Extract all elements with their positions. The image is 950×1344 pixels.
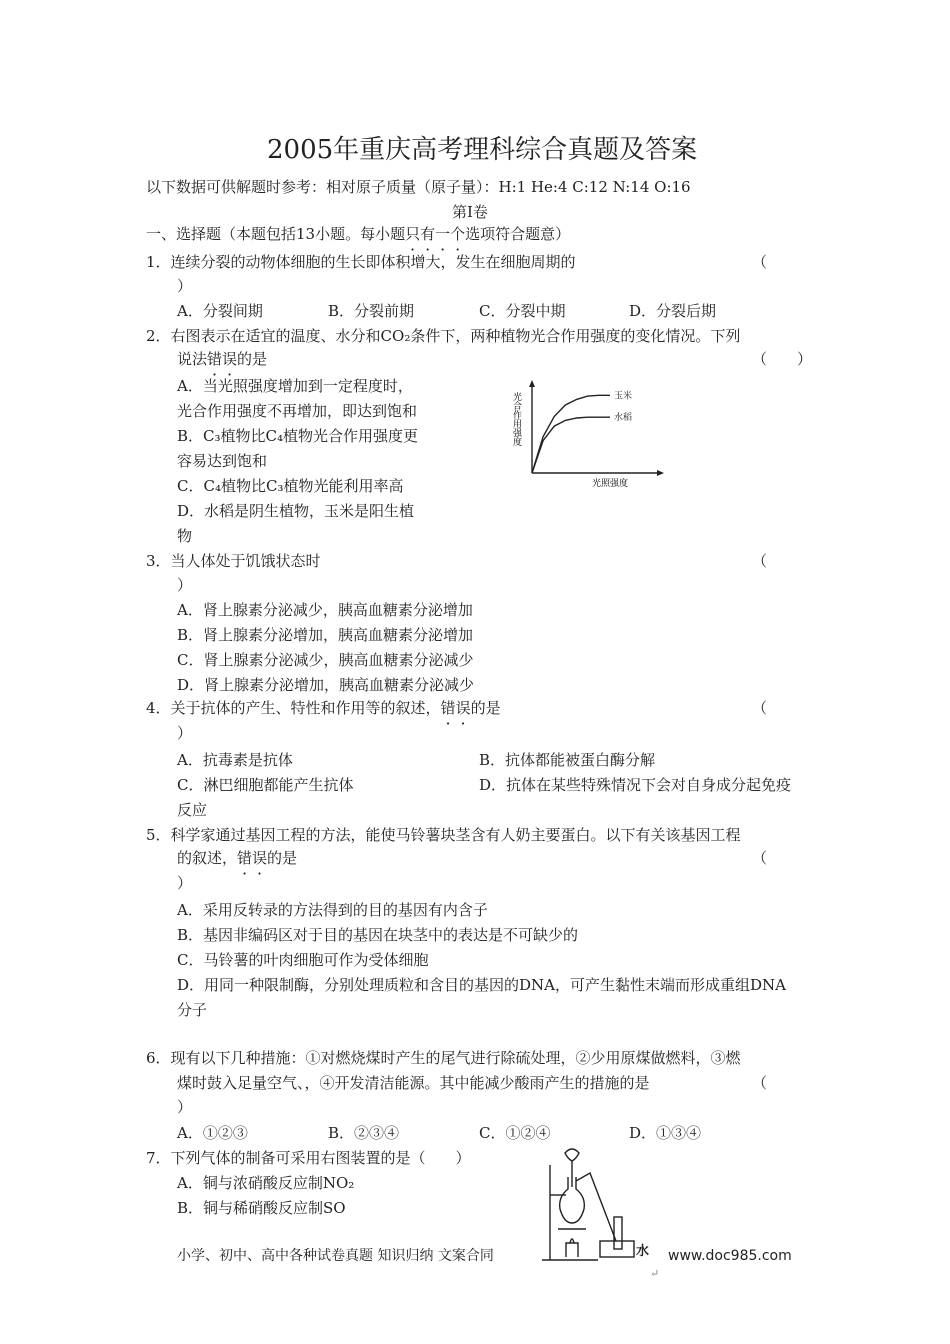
question-2-option-a: A．当光照强度增加到一定程度时， <box>177 377 413 395</box>
question-6-option-b: B．②③④ <box>328 1124 400 1142</box>
q2-after: 的是 <box>237 350 268 368</box>
question-1-option-d: D．分裂后期 <box>629 302 717 320</box>
emphasis-char: 错 <box>237 849 253 867</box>
chart-x-label: 光照强度 <box>592 479 629 489</box>
delivery-tube <box>576 1173 616 1241</box>
question-7-stem: 7．下列气体的制备可采用右图装置的是（ ） <box>146 1149 471 1167</box>
emphasis-char: 误 <box>252 849 268 867</box>
question-5-option-b: B．基因非编码区对于目的基因在块茎中的表达是不可缺少的 <box>177 926 579 944</box>
series-line-corn <box>532 395 610 473</box>
question-5-stem-line2 <box>177 848 297 868</box>
legend-label-corn: 玉米 <box>614 391 633 402</box>
reference-note: 以下数据可供解题时参考：相对原子质量（原子量）：H:1 He:4 C:12 N:14 O:16 <box>146 178 691 196</box>
question-4-stem <box>146 698 501 718</box>
section-before: 一、选择题（本题包括13小题。每小题 <box>146 225 406 243</box>
funnel <box>565 1149 579 1161</box>
answer-paren-close: ） <box>177 1098 193 1116</box>
burner <box>566 1239 578 1257</box>
emphasis-char: 有 <box>420 225 436 243</box>
q5-after: 的是 <box>267 849 298 867</box>
photosynthesis-chart <box>510 378 670 496</box>
volume-heading: 第Ⅰ卷 <box>452 203 488 221</box>
question-5-stem: 5．科学家通过基因工程的方法，能使马铃薯块茎含有人奶主要蛋白。以下有关该基因工程 <box>146 826 741 844</box>
page-title: 2005年重庆高考理科综合真题及答案 <box>267 135 698 165</box>
question-2-option-b-cont: 容易达到饱和 <box>177 452 268 470</box>
question-6-option-d: D．①③④ <box>629 1124 702 1142</box>
question-2-stem: 2．右图表示在适宜的温度、水分和CO₂条件下，两种植物光合作用强度的变化情况。下列 <box>146 327 741 345</box>
q4-after: 的是 <box>470 699 501 717</box>
emphasis-char: 误 <box>455 699 471 717</box>
emphasis-char: 一 <box>435 225 451 243</box>
q2-before: 说法 <box>177 350 208 368</box>
question-6-stem-line2: 煤时鼓入足量空气、，④开发清洁能源。其中能减少酸雨产生的措施的是 <box>177 1074 650 1092</box>
answer-paren: （ ） <box>752 350 813 368</box>
section-after: 选项符合题意） <box>465 225 571 243</box>
chart-y-label: 光合作用强度 <box>511 392 521 446</box>
answer-paren-open: （ <box>752 253 768 271</box>
question-1-stem: 1．连续分裂的动物体细胞的生长即体积增大，发生在细胞周期的 <box>146 253 576 271</box>
gas-apparatus-diagram <box>538 1145 673 1265</box>
question-4-option-d: D．抗体在某些特殊情况下会对自身成分起免疫 <box>479 776 792 794</box>
answer-paren-close: ） <box>177 874 193 892</box>
series-line-rice <box>532 417 610 473</box>
question-2-option-b: B．C₃植物比C₄植物光合作用强度更 <box>177 427 419 445</box>
question-4-option-b: B．抗体都能被蛋白酶分解 <box>479 751 656 769</box>
section-heading <box>146 224 570 244</box>
paragraph-mark: ↵ <box>650 1267 660 1280</box>
question-3-option-c: C．肾上腺素分泌减少，胰高血糖素分泌减少 <box>177 651 474 669</box>
emphasis-char: 误 <box>222 350 238 368</box>
question-6-stem: 6．现有以下几种措施：①对燃烧煤时产生的尾气进行除硫处理，②少用原煤做燃料，③燃 <box>146 1049 741 1067</box>
answer-paren-open: （ <box>752 849 768 867</box>
answer-paren-close: ） <box>177 724 193 742</box>
answer-paren-close: ） <box>177 277 193 295</box>
answer-paren-open: （ <box>752 699 768 717</box>
question-2-option-c: C．C₄植物比C₃植物光能利用率高 <box>177 477 404 495</box>
question-5-option-c: C．马铃薯的叶肉细胞可作为受体细胞 <box>177 951 429 969</box>
question-1-option-b: B．分裂前期 <box>328 302 415 320</box>
question-3-option-b: B．肾上腺素分泌增加，胰高血糖素分泌增加 <box>177 626 474 644</box>
legend-label-rice: 水稻 <box>614 413 633 424</box>
footer-website[interactable]: www.doc985.com <box>668 1248 792 1264</box>
question-1-option-a: A．分裂间期 <box>177 302 263 320</box>
question-2-option-a-cont: 光合作用强度不再增加，即达到饱和 <box>177 402 418 420</box>
question-4-option-a: A．抗毒素是抗体 <box>177 751 293 769</box>
question-7-option-a: A．铜与浓硝酸反应制NO₂ <box>177 1174 355 1192</box>
question-5-option-d: D．用同一种限制酶，分别处理质粒和含目的基因的DNA，可产生黏性末端而形成重组DNA <box>177 976 786 994</box>
q5-before: 的叙述， <box>177 849 238 867</box>
question-5-option-a: A．采用反转录的方法得到的目的基因有内含子 <box>177 901 488 919</box>
question-2-option-d: D．水稻是阴生植物，玉米是阳生植 <box>177 502 415 520</box>
emphasis-char: 错 <box>207 350 223 368</box>
question-7-option-b: B．铜与稀硝酸反应制SO <box>177 1199 346 1217</box>
answer-paren-open: （ <box>752 1074 768 1092</box>
answer-paren-close: ） <box>177 576 193 594</box>
footer-text: 小学、初中、高中各种试卷真题 知识归纳 文案合同 <box>177 1248 494 1264</box>
question-4-option-d-cont: 反应 <box>177 801 208 819</box>
question-6-option-c: C．①②④ <box>479 1124 551 1142</box>
chart-y-axis <box>529 380 535 473</box>
question-3-option-d: D．肾上腺素分泌增加，胰高血糖素分泌减少 <box>177 676 475 694</box>
q4-before: 4．关于抗体的产生、特性和作用等的叙述， <box>146 699 441 717</box>
emphasis-char: 只 <box>405 225 421 243</box>
question-2-stem-line2 <box>177 349 267 369</box>
question-3-option-a: A．肾上腺素分泌减少，胰高血糖素分泌增加 <box>177 601 473 619</box>
emphasis-char: 个 <box>450 225 466 243</box>
apparatus-water-label: 水 <box>636 1244 650 1259</box>
question-2-option-d-cont: 物 <box>177 527 193 545</box>
emphasis-char: 错 <box>440 699 456 717</box>
question-5-option-d-cont: 分子 <box>177 1001 208 1019</box>
question-1-option-c: C．分裂中期 <box>479 302 566 320</box>
chart-x-axis <box>532 470 664 476</box>
question-3-stem: 3．当人体处于饥饿状态时 <box>146 552 321 570</box>
question-6-option-a: A．①②③ <box>177 1124 248 1142</box>
question-4-option-c: C．淋巴细胞都能产生抗体 <box>177 776 354 794</box>
collection-tube <box>614 1217 622 1249</box>
answer-paren-open: （ <box>752 552 768 570</box>
